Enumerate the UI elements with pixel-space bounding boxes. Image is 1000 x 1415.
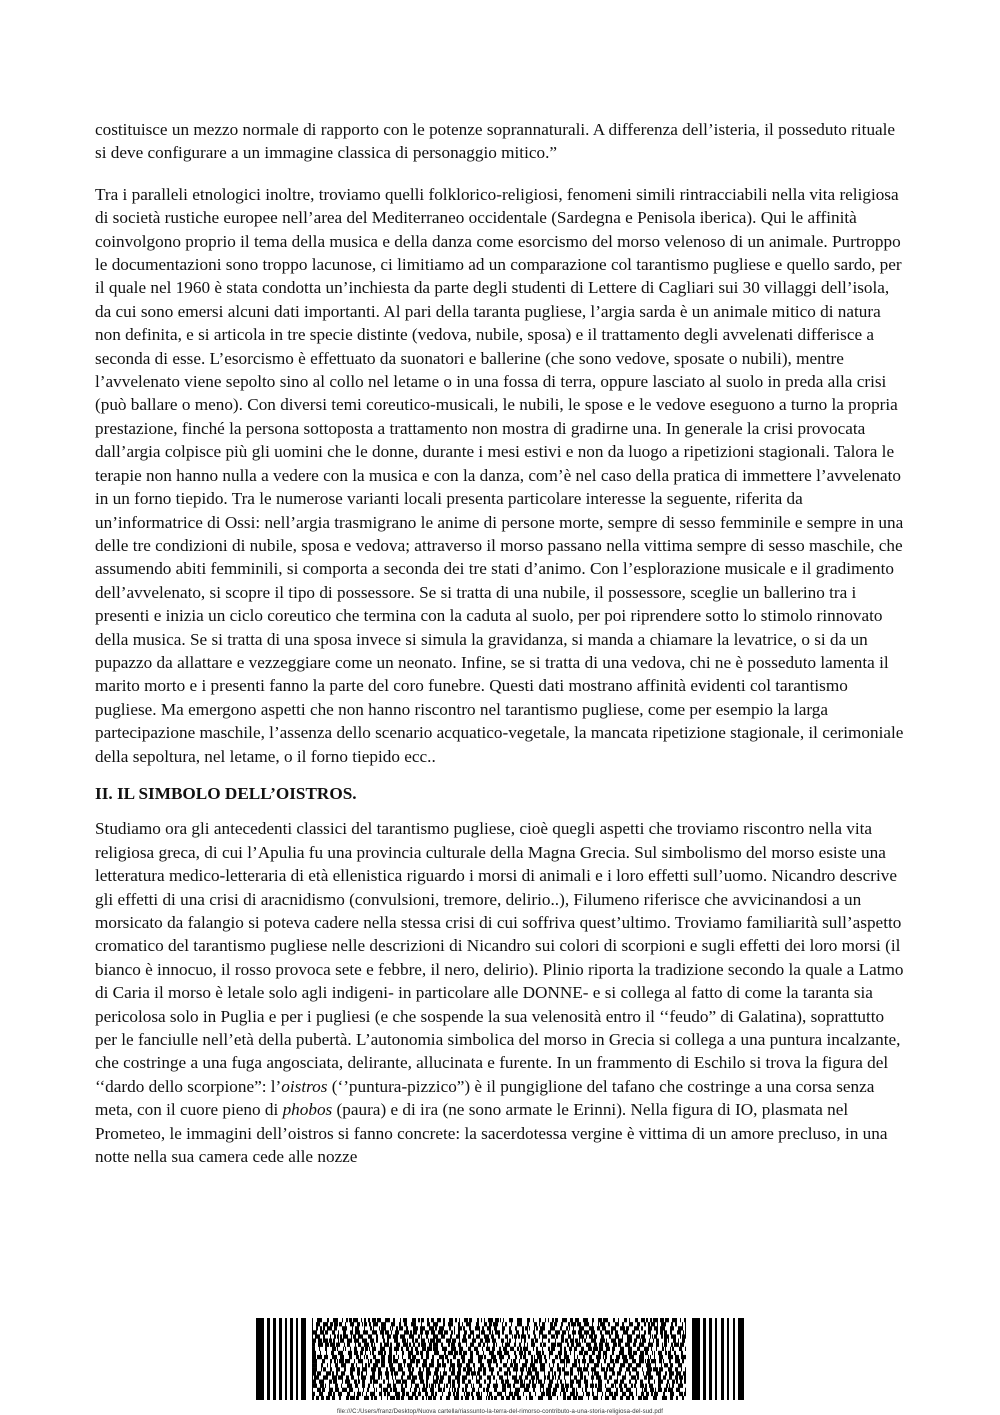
paragraph-3-part-3: (paura) e di ira (ne sono armate le Erinni). Nella figura di IO, plasmata nel Prometeo, le immagini dell’oistros si fanno concrete: la sacerdotessa vergine è vittima di un amore precluso, in una notte nella sua camera cede alle nozze	[95, 1100, 888, 1167]
document-page	[95, 118, 907, 1181]
paragraph-3-part-2: (‘’puntura-pizzico”) è il pungiglione del tafano che costringe a una corsa senza meta, con il cuore pieno di	[95, 1076, 875, 1120]
pdf417-barcode	[256, 1318, 744, 1400]
paragraph-1: costituisce un mezzo normale di rapporto con le potenze soprannaturali. A differenza dell’isteria, il posseduto rituale si deve configurare a un immagine classica di personaggio mitico.”	[95, 120, 896, 163]
file-path-label: file:///C:/Users/franz/Desktop/Nuova cartella/riassunto-la-terra-del-rimorso-contributo-a-una-storia-religiosa-del-sud.pdf	[337, 1409, 663, 1415]
term-phobos: phobos	[282, 1100, 333, 1120]
paragraph-3-part-1: Studiamo ora gli antecedenti classici del tarantismo pugliese, cioè quegli aspetti che troviamo riscontro nella vita religiosa greca, di cui l’Apulia fu una provincia culturale della Magna Grecia. Sul simbolismo del morso esiste una letteratura medico-letteraria di età ellenistica riguardo i morsi di animali e i loro effetti sull’uomo. Nicandro descrive gli effetti di una crisi di aracnidismo (convulsioni, tremore, delirio..), Filumeno riferisce che avvicinandosi a un morsicato da falangio si poteva cadere nella stessa crisi di cui soffriva quest’ultimo. Troviamo familiarità sull’aspetto cromatico del tarantismo pugliese nelle descrizioni di Nicandro sui colori di scorpioni e sugli effetti dei loro morsi (il bianco è innocuo, il rosso provoca sete e febbre, il nero, delirio). Plinio riporta la tradizione secondo la quale a Latmo di Caria il morso è letale solo agli indigeni- in particolare alle DONNE- e si collega al fatto di come la taranta sia pericolosa solo in Puglia e per i pugliesi (e che sospende la sua velenosità entro il ‘‘feudo” di Galatina), soprattutto per le fanciulle nell’età della pubertà. L’autonomia simbolica del morso in Grecia si collega a una puntura incalzante, che costringe a una fuga angosciata, delirante, allucinata e furente. In un frammento di Eschilo si trova la figura del ‘‘dardo dello scorpione”: l’	[95, 819, 904, 1096]
section-heading: II. IL SIMBOLO DELL’OISTROS.	[95, 783, 357, 803]
term-oistros: oistros	[281, 1076, 328, 1096]
page-footer	[0, 1318, 1000, 1415]
paragraph-3	[95, 817, 907, 1168]
paragraph-2: Tra i paralleli etnologici inoltre, troviamo quelli folklorico-religiosi, fenomeni simili rintracciabili nella vita religiosa di società rustiche europee nell’area del Mediterraneo occidentale (Sardegna e Penisola iberica). Qui le affinità coinvolgono proprio il tema della musica e della danza come esorcismo del morso velenoso di un animale. Purtroppo le documentazioni sono troppo lacunose, ci limitiamo ad un comparazione col tarantismo pugliese e quello sardo, per il quale nel 1960 è stata condotta un’inchiesta da parte degli studenti di Lettere di Cagliari sui 30 villaggi dell’isola, da cui sono emersi alcuni dati importanti. Al pari della taranta pugliese, l’argia sarda è un animale mitico di natura non definita, e si articola in tre specie distinte (vedova, nubile, sposa) e il trattamento degli avvelenati differisce a seconda di esse. L’esorcismo è effettuato da suonatori e ballerine (che sono vedove, sposate o nubili), mentre l’avvelenato viene sepolto sino al collo nel letame o in una fossa di terra, oppure lasciato al suolo in preda alla crisi (può ballare o meno). Con diversi temi coreutico-musicali, le nubili, le spose e le vedove eseguono a turno la propria prestazione, finché la persona sottoposta a trattamento non mostra di gradirne una. In generale la crisi provocata dall’argia colpisce più gli uomini che le donne, durante i mesi estivi e non da luogo a ripetizioni stagionali. Talora le terapie non hanno nulla a vedere con la musica e con la danza, com’è nel caso della pratica di immettere l’avvelenato in un forno tiepido. Tra le numerose varianti locali presenta particolare interesse la seguente, riferita da un’informatrice di Ossi: nell’argia trasmigrano le anime di persone morte, sempre di sesso femminile e sempre in una delle tre condizioni di nubile, sposa e vedova; attraverso il morso passano nella vittima sempre di sesso maschile, che assumendo abiti femminili, si comporta a seconda dei tre stati d’animo. Con l’esplorazione musicale e il gradimento dell’avvelenato, si scopre il tipo di possessore. Se si tratta di una nubile, il possessore, sceglie un ballerino tra i presenti e inizia un ciclo coreutico che termina con la caduta al suolo, per poi riprendere sotto lo stimolo rinnovato della musica. Se si tratta di una sposa invece si simula la gravidanza, si manda a chiamare la levatrice, o si da un pupazzo da allattare e vezzeggiare come un neonato. Infine, se si tratta di una vedova, chi ne è posseduto lamenta il marito morto e i presenti fanno la parte del coro funebre. Questi dati mostrano affinità evidenti col tarantismo pugliese. Ma emergono aspetti che non hanno riscontro nel tarantismo pugliese, come per esempio la larga partecipazione maschile, l’assenza dello scenario acquatico-vegetale, la mancata ripetizione stagionale, il cerimoniale della sepoltura, nel letame, o il forno tiepido ecc..	[95, 184, 904, 766]
